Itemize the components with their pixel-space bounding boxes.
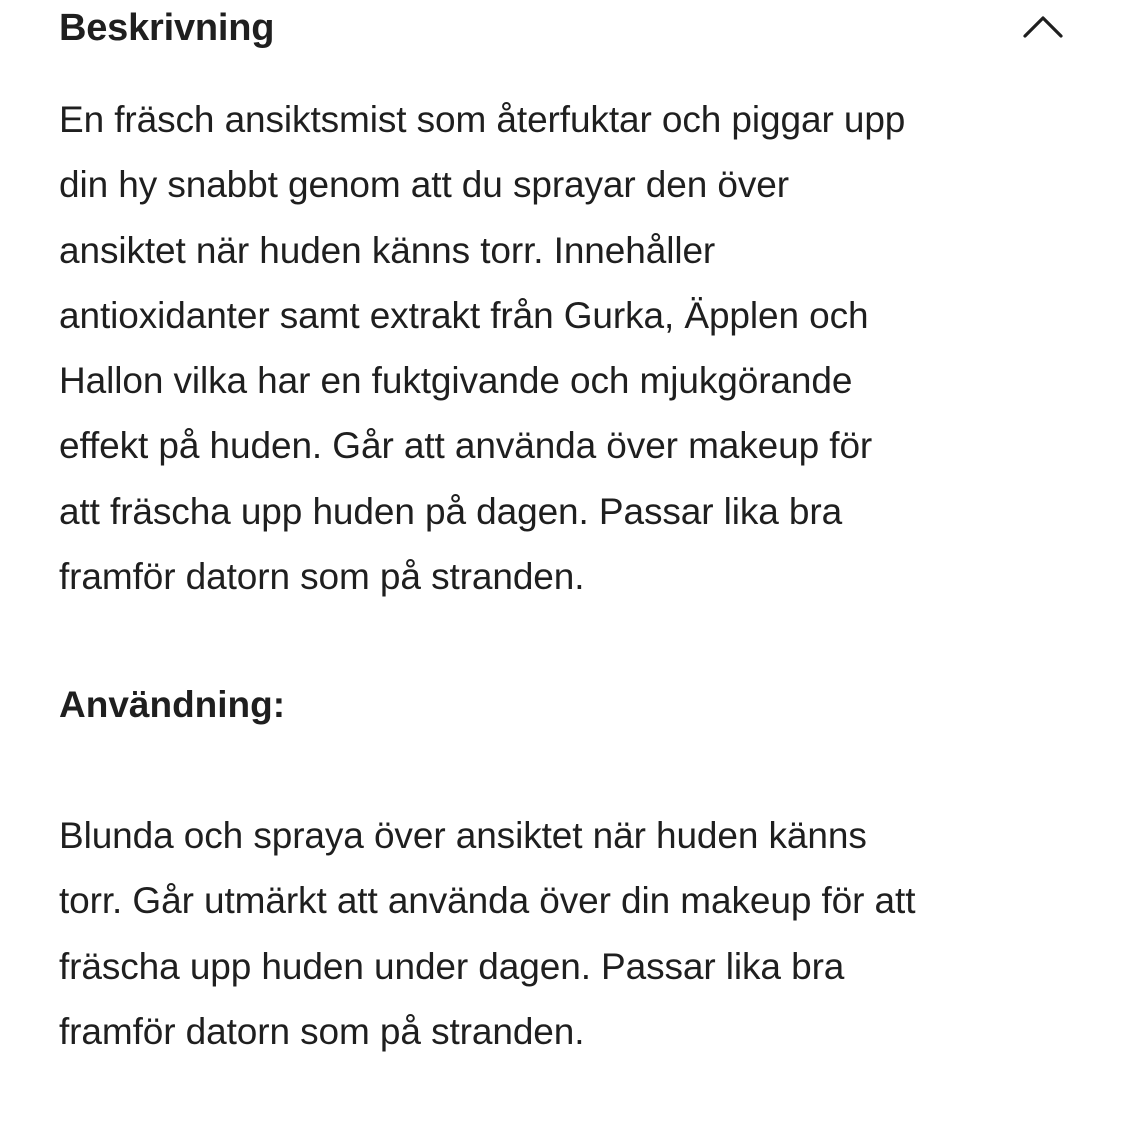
usage-section (59, 672, 285, 737)
accordion-title: Beskrivning (59, 7, 275, 49)
usage-text: Blunda och spraya över ansiktet när huden känns torr. Går utmärkt att använda över din makeup för att fräscha upp huden under dagen. Passar lika bra framför datorn som på stranden. (59, 815, 916, 1052)
usage-heading: Användning: (59, 684, 286, 725)
description-content (59, 87, 1079, 609)
description-accordion-header[interactable] (59, 0, 1059, 56)
description-text: En fräsch ansiktsmist som återfuktar och piggar upp din hy snabbt genom att du sprayar den över ansiktet när huden känns torr. Innehåller antioxidanter samt extrakt från Gurka, Äpplen och Hallon vilka har en fuktgivande och mjukgörande effekt på huden. Går att använda över makeup för att fräscha upp huden på dagen. Passar lika bra framför datorn som på stranden. (59, 99, 906, 598)
usage-content (59, 803, 1099, 1064)
chevron-up-icon[interactable] (1021, 6, 1065, 50)
